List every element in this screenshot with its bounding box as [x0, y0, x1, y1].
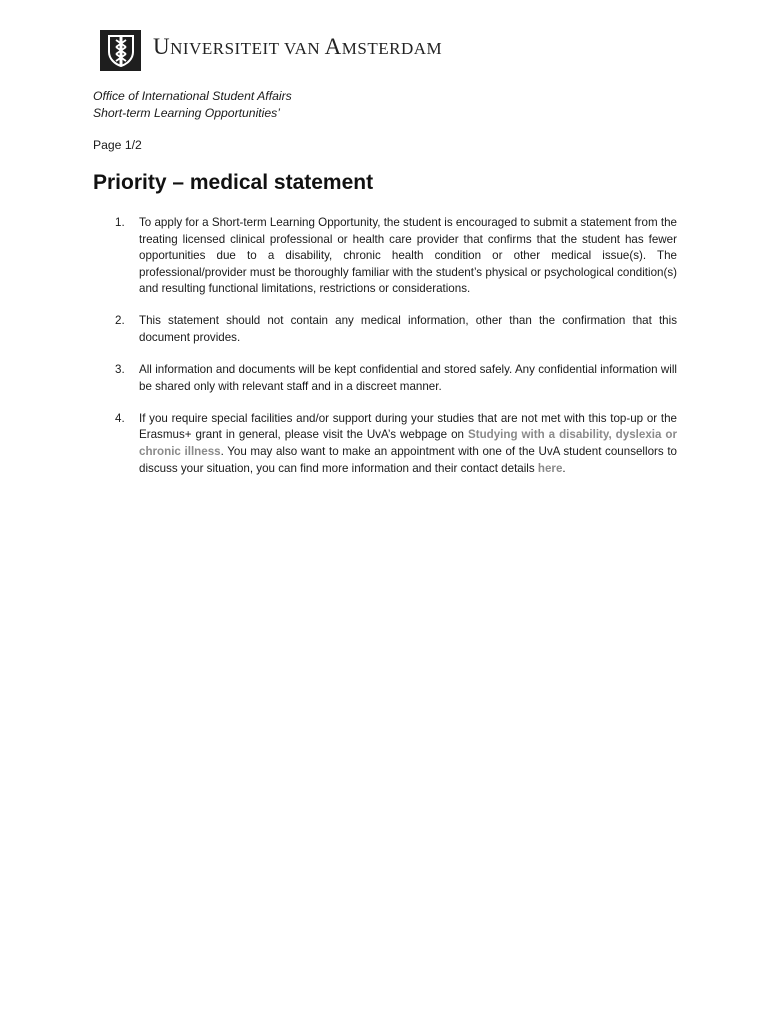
page-number: Page 1/2	[93, 138, 142, 152]
list-number: 1.	[115, 216, 125, 229]
programme-name: Short-term Learning Opportunities’	[93, 105, 280, 120]
list-item	[115, 362, 677, 395]
list-text: To apply for a Short-term Learning Opportunity, the student is encouraged to submit a statement from the treating licensed clinical professional or health care provider that confirms that the student has fewer opportunities due to a disability, chronic health condition or other medical issue(s). The professional/provider must be thoroughly familiar with the student’s physical or psychological condition(s) and resulting functional limitations, restrictions or considerations.	[139, 216, 677, 296]
page-header	[100, 30, 442, 71]
disability-info-link[interactable]: Studying with a disability, dyslexia or chronic illness	[139, 428, 678, 459]
list-number: 3.	[115, 363, 125, 377]
page-title: Priority – medical statement	[93, 171, 374, 194]
list-item	[115, 215, 677, 298]
numbered-list	[115, 215, 677, 493]
list-text	[139, 411, 677, 477]
text-segment: If you require special facilities and/or support during your studies that are not met with this top-up or the Erasmus+ grant in general, please visit the UvA’s webpage on	[139, 411, 677, 442]
text-segment: .	[562, 461, 566, 475]
list-text: This statement should not contain any medical information, other than the confirmation that this document provides.	[139, 314, 677, 345]
counsellors-contact-link[interactable]: here	[537, 461, 563, 475]
list-number: 4.	[115, 411, 125, 425]
list-text: All information and documents will be kept confidential and stored safely. Any confidential information will be shared only with relevant staff and in a discreet manner.	[139, 363, 677, 393]
uva-crest-icon	[100, 30, 141, 71]
office-name: Office of International Student Affairs	[93, 89, 292, 103]
text-segment: . You may also want to make an appointment with one of the UvA student counsellors to discuss your situation, you can find more information and their contact details	[139, 445, 677, 475]
university-name: UNIVERSITEIT VAN AMSTERDAM	[153, 33, 443, 59]
list-item	[115, 411, 677, 477]
list-item	[115, 313, 677, 346]
office-heading	[93, 88, 292, 121]
list-number: 2.	[115, 314, 125, 328]
